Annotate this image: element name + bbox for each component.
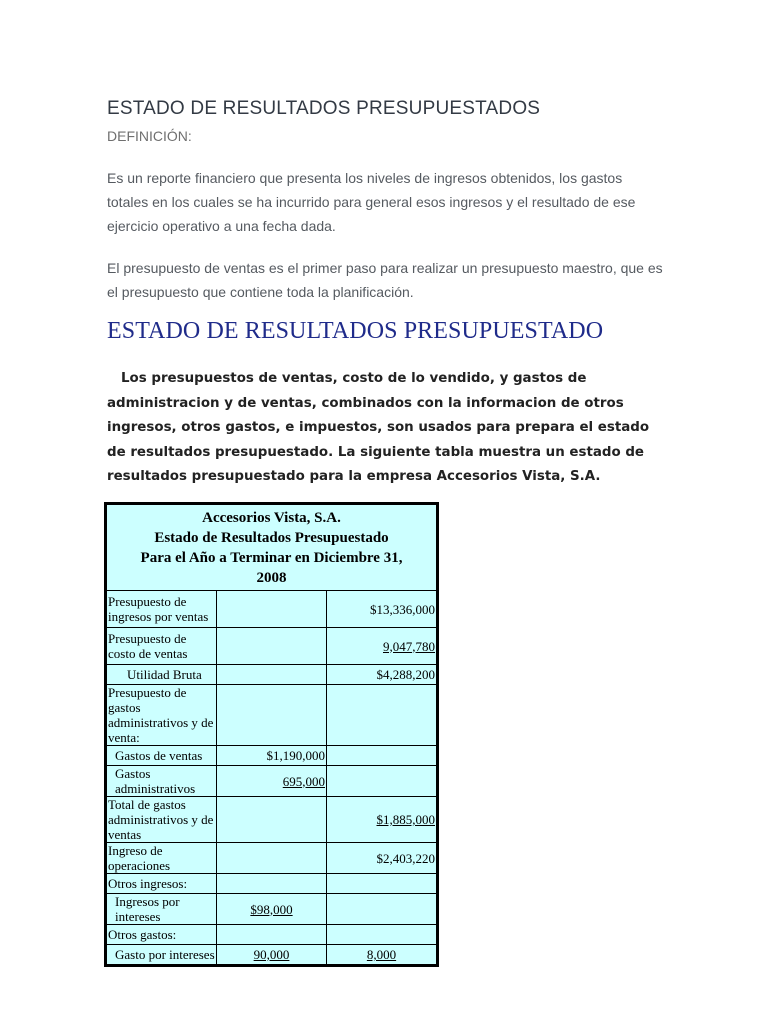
row-label: Otros gastos: [107, 925, 217, 945]
table-row [107, 746, 437, 766]
row-right-value: $2,403,220 [327, 843, 437, 874]
row-mid-value: 90,000 [217, 945, 327, 965]
row-mid-value [217, 843, 327, 874]
definition-paragraph: Es un reporte financiero que presenta los niveles de ingresos obtenidos, los gastos totales en los cuales se ha incurrido para general esos ingresos y el resultado de ese ejercicio operativo a una fecha dada. [107, 170, 636, 234]
row-right-value: 9,047,780 [327, 628, 437, 665]
row-mid-value [217, 925, 327, 945]
row-label: Otros ingresos: [107, 874, 217, 894]
row-mid-value: 695,000 [217, 766, 327, 797]
row-right-value [327, 874, 437, 894]
table-row [107, 766, 437, 797]
row-mid-value [217, 665, 327, 685]
table-row [107, 591, 437, 628]
row-mid-value: $98,000 [217, 894, 327, 925]
table-row [107, 685, 437, 746]
section-heading: ESTADO DE RESULTADOS PRESUPUESTADO [107, 318, 604, 344]
table-header [107, 505, 437, 591]
table-row [107, 925, 437, 945]
row-mid-value [217, 591, 327, 628]
row-label: Utilidad Bruta [107, 665, 217, 685]
row-mid-value [217, 797, 327, 843]
table-row [107, 894, 437, 925]
row-label: Ingreso de operaciones [107, 843, 217, 874]
table-row [107, 945, 437, 965]
row-right-value: 8,000 [327, 945, 437, 965]
row-label: Gastos de ventas [107, 746, 217, 766]
period-line: Para el Año a Terminar en Diciembre 31, [140, 550, 403, 566]
row-label: Ingresos por intereses [107, 894, 217, 925]
row-mid-value: $1,190,000 [217, 746, 327, 766]
row-right-value [327, 746, 437, 766]
table-row [107, 874, 437, 894]
row-right-value [327, 925, 437, 945]
table-row [107, 797, 437, 843]
period-year: 2008 [256, 570, 287, 586]
row-right-value [327, 894, 437, 925]
row-label: Gasto por intereses [107, 945, 217, 965]
definition-label: DEFINICIÓN: [107, 128, 192, 144]
row-label: Presupuesto de costo de ventas [107, 628, 217, 665]
page-title: ESTADO DE RESULTADOS PRESUPUESTADOS [107, 98, 541, 119]
row-mid-value [217, 685, 327, 746]
row-label: Presupuesto de gastos administrativos y de venta: [107, 685, 217, 746]
row-label: Presupuesto de ingresos por ventas [107, 591, 217, 628]
row-right-value: $4,288,200 [327, 665, 437, 685]
row-mid-value [217, 874, 327, 894]
table-row [107, 843, 437, 874]
row-label: Gastos administrativos [107, 766, 217, 797]
budget-paragraph: El presupuesto de ventas es el primer paso para realizar un presupuesto maestro, que es el presupuesto que contiene toda la planificación. [107, 260, 663, 300]
income-statement-grid [106, 504, 437, 965]
row-label: Total de gastos administrativos y de ventas [107, 797, 217, 843]
row-right-value [327, 766, 437, 797]
row-right-value: $1,885,000 [327, 797, 437, 843]
row-right-value: $13,336,000 [327, 591, 437, 628]
row-mid-value [217, 628, 327, 665]
income-statement-table [104, 502, 439, 967]
statement-name: Estado de Resultados Presupuestado [154, 530, 389, 546]
table-row [107, 665, 437, 685]
row-right-value [327, 685, 437, 746]
table-row [107, 628, 437, 665]
section-body: Los presupuestos de ventas, costo de lo vendido, y gastos de administracion y de ventas, combinados con la informacion de otros ingresos, otros gastos, e impuestos, son usados para prepara el estado de resultados presupuestado. La siguiente tabla muestra un estado de resultados presupuestado para la empresa Accesorios Vista, S.A. [107, 371, 650, 485]
company-name: Accesorios Vista, S.A. [202, 510, 341, 526]
